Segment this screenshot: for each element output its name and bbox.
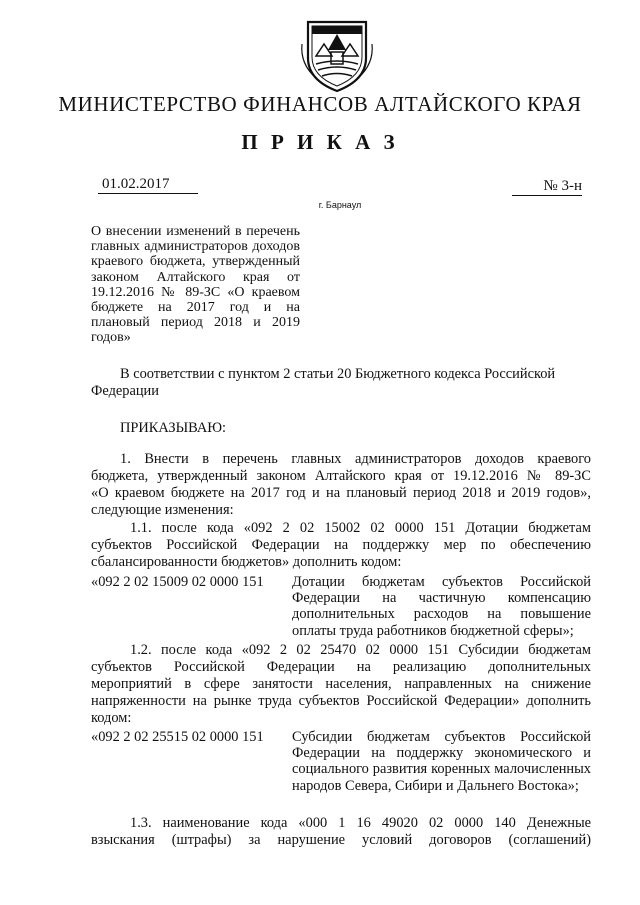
order-number: № 3-н bbox=[512, 178, 582, 196]
paragraph-1: 1. Внести в перечень главных администраторов доходов краевого bbox=[120, 451, 591, 467]
coat-of-arms-icon bbox=[298, 14, 376, 94]
paragraph-1-line: «О краевом бюджете на 2017 год и на плановый период 2018 и 2019 годов», bbox=[91, 485, 591, 501]
paragraph-1-3: 1.3. наименование кода «000 1 16 49020 02 0000 140 Денежные bbox=[130, 815, 591, 831]
issue-city: г. Барнаул bbox=[318, 200, 362, 210]
paragraph-1-1-line: субъектов Российской Федерации на поддержку мер по обеспечению bbox=[91, 537, 591, 553]
order-word: ПРИКАЗЫВАЮ: bbox=[120, 420, 227, 436]
paragraph-1-2-line: мероприятий в сфере занятости населения, направленных на снижение bbox=[91, 676, 591, 692]
paragraph-1-line: бюджета, утвержденный законом Алтайского края от 19.12.2016 № 89-ЗС bbox=[91, 468, 591, 484]
budget-code-2-description: Субсидии бюджетам субъектов Российской Федерации на поддержку экономического и социального развития коренных малочисленных народов Севера, Сибири и Дальнего Востока»; bbox=[292, 729, 591, 794]
paragraph-1-2-line: напряженности на рынке труда субъектов Российской Федерации» дополнить bbox=[91, 693, 591, 709]
budget-code-1: «092 2 02 15009 02 0000 151 bbox=[91, 574, 264, 590]
paragraph-1-1-line: сбалансированности бюджетов» дополнить кодом: bbox=[91, 554, 402, 570]
budget-code-1-description: Дотации бюджетам субъектов Российской Федерации на частичную компенсацию дополнительных расходов на повышение оплаты труда работников бюджетной сферы»; bbox=[292, 574, 591, 639]
basis-text-cont: Федерации bbox=[91, 383, 159, 399]
order-date: 01.02.2017 bbox=[98, 176, 198, 194]
ministry-name: МИНИСТЕРСТВО ФИНАНСОВ АЛТАЙСКОГО КРАЯ bbox=[58, 92, 582, 116]
document-title: П Р И К А З bbox=[241, 130, 399, 154]
paragraph-1-3-line: взыскания (штрафы) за нарушение условий договоров (соглашений) bbox=[91, 832, 591, 848]
paragraph-1-2-line: кодом: bbox=[91, 710, 132, 726]
basis-text: В соответствии с пунктом 2 статьи 20 Бюджетного кодекса Российской bbox=[120, 366, 556, 382]
paragraph-1-line: следующие изменения: bbox=[91, 502, 234, 518]
paragraph-1-1: 1.1. после кода «092 2 02 15002 02 0000 151 Дотации бюджетам bbox=[130, 520, 591, 536]
budget-code-2: «092 2 02 25515 02 0000 151 bbox=[91, 729, 264, 745]
paragraph-1-2: 1.2. после кода «092 2 02 25470 02 0000 151 Субсидии бюджетам bbox=[130, 642, 591, 658]
paragraph-1-2-line: субъектов Российской Федерации на реализацию дополнительных bbox=[91, 659, 591, 675]
order-subject: О внесении изменений в перечень главных администраторов доходов краевого бюджета, утвержденный законом Алтайского края от 19.12.2016 № 89-ЗС «О краевом бюджете на 2017 год и на плановый период 2018 и 2019 годов» bbox=[91, 224, 300, 346]
